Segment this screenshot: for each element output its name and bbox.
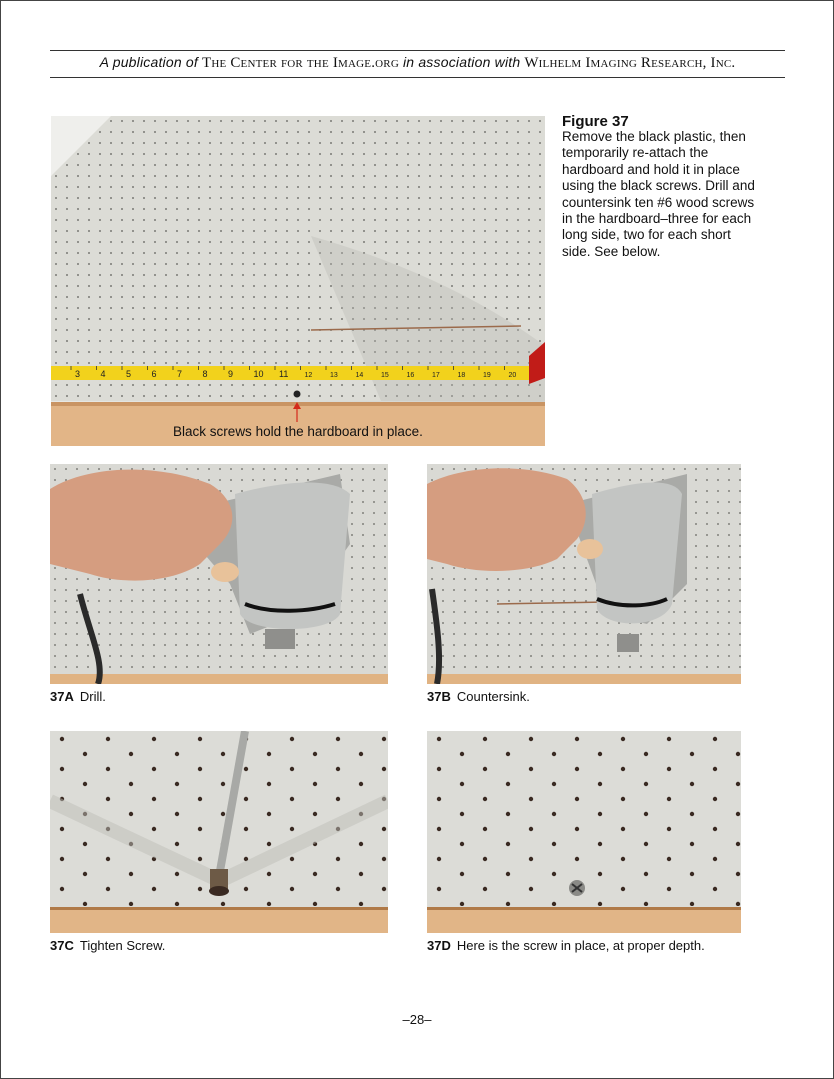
figure-37-photo bbox=[51, 116, 545, 446]
page-header bbox=[50, 54, 785, 72]
ruler-number: 4 bbox=[100, 369, 106, 379]
header-prefix: A publication of bbox=[99, 54, 199, 70]
ruler-number: 3 bbox=[75, 369, 81, 379]
ruler-number: 20 bbox=[508, 372, 517, 379]
caption-37d-label: 37D bbox=[427, 938, 451, 953]
figure-title: Figure 37 bbox=[562, 113, 629, 130]
caption-37a bbox=[50, 689, 106, 704]
ruler-number: 11 bbox=[279, 369, 289, 379]
photo-37a bbox=[50, 464, 388, 684]
header-partner: Wilhelm Imaging Research, Inc. bbox=[524, 55, 736, 71]
caption-37c-label: 37C bbox=[50, 938, 74, 953]
ruler-number: 6 bbox=[151, 369, 157, 379]
caption-37a-label: 37A bbox=[50, 689, 74, 704]
ruler-number: 7 bbox=[177, 369, 183, 379]
page-number: –28– bbox=[402, 1012, 432, 1027]
ruler-number: 17 bbox=[432, 372, 440, 379]
ruler-number: 18 bbox=[457, 372, 466, 379]
ruler-number: 13 bbox=[330, 372, 338, 379]
ruler-number: 19 bbox=[483, 372, 491, 379]
photo-37d bbox=[427, 731, 741, 933]
caption-37b bbox=[427, 689, 530, 704]
caption-37a-text: Drill. bbox=[79, 689, 106, 704]
header-org: The Center for the Image.org bbox=[201, 55, 399, 71]
ruler-number: 14 bbox=[355, 372, 364, 379]
header-middle: in association with bbox=[402, 54, 521, 70]
ruler-number: 15 bbox=[381, 372, 389, 379]
ruler-number: 5 bbox=[126, 369, 132, 379]
caption-37b-text: Countersink. bbox=[456, 689, 530, 704]
caption-37c-text: Tighten Screw. bbox=[79, 938, 166, 953]
photo-37c bbox=[50, 731, 388, 933]
caption-37d bbox=[427, 938, 705, 953]
ruler-number: 12 bbox=[304, 372, 313, 379]
caption-37c bbox=[50, 938, 165, 953]
caption-37b-label: 37B bbox=[427, 689, 451, 704]
ruler-number: 10 bbox=[253, 369, 264, 379]
figure-description: Remove the black plastic, then temporarily re-attach the hardboard and hold it in place using the black screws. Drill and countersink ten #6 wood screws in the hardboard–three for each long side, two for each short side. See below. bbox=[562, 129, 755, 259]
black-screw bbox=[294, 391, 301, 398]
header-rule-top bbox=[50, 50, 785, 51]
photo-37b bbox=[427, 464, 741, 684]
ruler-number: 8 bbox=[202, 369, 208, 379]
caption-37d-text: Here is the screw in place, at proper depth. bbox=[456, 938, 705, 953]
ruler-number: 9 bbox=[228, 369, 234, 379]
header-rule-bottom bbox=[50, 77, 785, 78]
callout-text: Black screws hold the hardboard in place. bbox=[173, 424, 423, 439]
ruler-number: 16 bbox=[406, 372, 415, 379]
